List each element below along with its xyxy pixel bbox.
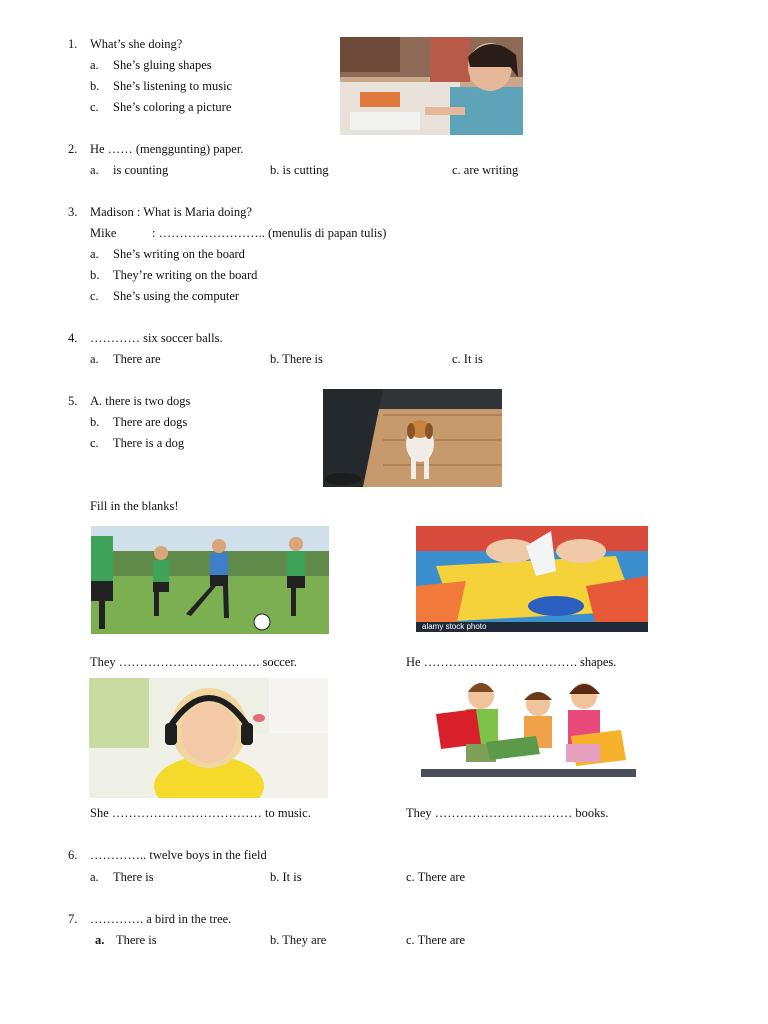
question-stem: A. there is two dogs [90, 394, 191, 408]
question-stem: ………… six soccer balls. [90, 331, 223, 345]
gluing-shapes-photo [416, 526, 648, 632]
kids-reading-photo [416, 674, 646, 796]
option-letter: b. [90, 268, 100, 282]
option-text: c. There are [406, 870, 466, 884]
question-number: 4. [68, 331, 78, 345]
option-text: b. It is [270, 870, 302, 884]
option-text: c. are writing [452, 163, 519, 177]
fill-sentence: She ……………………………… to music. [90, 806, 311, 820]
option-letter: a. [90, 870, 99, 884]
fill-sentence: He ………………………………. shapes. [406, 655, 617, 669]
option-text: is counting [113, 163, 169, 177]
option-text: There is a dog [113, 436, 185, 450]
girl-coloring-photo [340, 37, 523, 135]
section-title: Fill in the blanks! [90, 499, 179, 513]
option-letter: c. [90, 100, 99, 114]
question-number: 2. [68, 142, 78, 156]
option-text: She’s gluing shapes [113, 58, 212, 72]
question-stem: He …… (menggunting) paper. [90, 142, 244, 156]
dog-photo [323, 389, 502, 487]
option-text: They’re writing on the board [113, 268, 258, 282]
question-number: 5. [68, 394, 78, 408]
option-text: There are [113, 352, 161, 366]
boys-soccer-photo [91, 526, 329, 634]
option-text: There is [113, 870, 154, 884]
question-number: 3. [68, 205, 78, 219]
option-text: She’s using the computer [113, 289, 240, 303]
option-letter: c. [90, 436, 99, 450]
girl-headphones-photo [89, 678, 328, 798]
option-letter: a. [95, 933, 105, 947]
fill-sentence: They ……………………………. soccer. [90, 655, 297, 669]
dialogue-speaker: Mike [90, 226, 117, 240]
question-number: 7. [68, 912, 78, 926]
option-text: There are dogs [113, 415, 188, 429]
option-text: She’s coloring a picture [113, 100, 232, 114]
photo-watermark: alamy stock photo [422, 622, 487, 631]
option-text: There is [116, 933, 157, 947]
option-text: She’s listening to music [113, 79, 233, 93]
option-text: b. is cutting [270, 163, 329, 177]
option-text: c. There are [406, 933, 466, 947]
option-text: c. It is [452, 352, 483, 366]
option-text: b. There is [270, 352, 323, 366]
question-stem: What’s she doing? [90, 37, 183, 51]
dialogue-line: Madison : What is Maria doing? [90, 205, 252, 219]
option-letter: a. [90, 247, 99, 261]
fill-sentence: They …………………………… books. [406, 806, 609, 820]
option-letter: b. [90, 79, 100, 93]
option-text: She’s writing on the board [113, 247, 245, 261]
question-stem: ………….. twelve boys in the field [90, 848, 267, 862]
option-letter: b. [90, 415, 100, 429]
option-text: b. They are [270, 933, 327, 947]
option-letter: a. [90, 352, 99, 366]
question-number: 1. [68, 37, 78, 51]
option-letter: a. [90, 58, 99, 72]
option-letter: c. [90, 289, 99, 303]
option-letter: a. [90, 163, 99, 177]
dialogue-line: : …………………….. (menulis di papan tulis) [152, 226, 387, 240]
question-stem: …………. a bird in the tree. [90, 912, 232, 926]
question-number: 6. [68, 848, 78, 862]
